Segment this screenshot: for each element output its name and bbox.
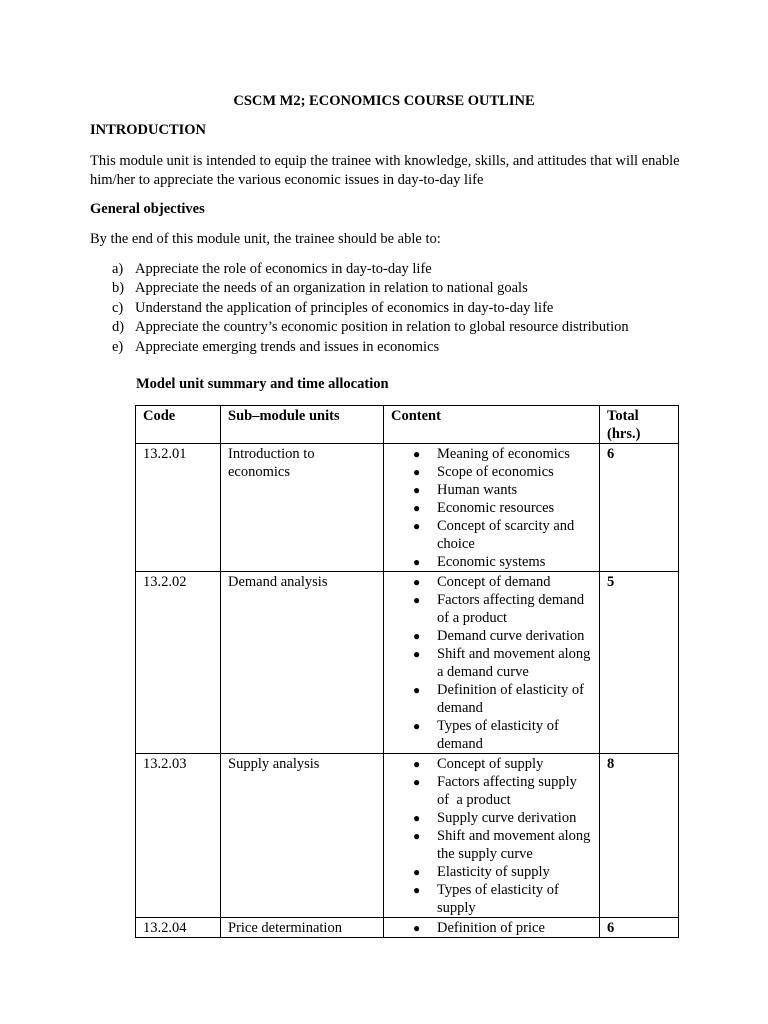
content-item: [413, 645, 592, 681]
content-item: [413, 553, 592, 571]
content-item: [413, 881, 592, 917]
list-item: [112, 299, 712, 318]
content-item-text: Definition of elasticity of demand: [437, 682, 584, 716]
list-item-marker: e): [112, 338, 124, 355]
list-item: [112, 318, 712, 337]
cell-content: [384, 444, 600, 572]
bullet-icon: ●: [413, 483, 421, 497]
column-header-total: Total (hrs.): [600, 406, 679, 444]
content-item-text: Scope of economics: [437, 464, 554, 480]
table-row: [136, 444, 679, 572]
content-item: [413, 627, 592, 645]
cell-unit: Supply analysis: [221, 754, 384, 918]
content-item-text: Economic systems: [437, 554, 546, 570]
cell-code: 13.2.01: [136, 444, 221, 572]
cell-unit: Price determination: [221, 918, 384, 938]
content-item: [413, 755, 592, 773]
cell-code: 13.2.04: [136, 918, 221, 938]
content-item: [413, 809, 592, 827]
content-item: [413, 445, 592, 463]
document-title: CSCM M2; ECONOMICS COURSE OUTLINE: [233, 93, 535, 109]
bullet-icon: ●: [413, 719, 421, 733]
bullet-icon: ●: [413, 829, 421, 843]
cell-content: [384, 918, 600, 938]
list-item: [112, 260, 712, 279]
content-item-text: Supply curve derivation: [437, 810, 577, 826]
cell-unit: Introduction to economics: [221, 444, 384, 572]
column-header-content: Content: [384, 406, 600, 444]
introduction-text: This module unit is intended to equip the trainee with knowledge, skills, and attitudes that will enable him/her to appreciate the various economic issues in day-to-day life: [90, 153, 680, 188]
bullet-icon: ●: [413, 647, 421, 661]
list-item-text: Understand the application of principles of economics in day-to-day life: [135, 299, 554, 316]
summary-table: [135, 405, 679, 938]
objectives-list: [112, 260, 712, 357]
list-item: [112, 279, 712, 298]
content-item: [413, 863, 592, 881]
content-item: [413, 499, 592, 517]
cell-total: 8: [600, 754, 679, 918]
content-item-text: Factors affecting demand of a product: [437, 592, 585, 626]
content-item-text: Meaning of economics: [437, 446, 570, 462]
content-item-text: Elasticity of supply: [437, 864, 550, 880]
table-header-row: [136, 406, 679, 444]
content-item-text: Concept of demand: [437, 574, 551, 590]
content-item-text: Human wants: [437, 482, 518, 498]
cell-total: 5: [600, 572, 679, 754]
bullet-icon: ●: [413, 683, 421, 697]
content-item: [413, 481, 592, 499]
bullet-icon: ●: [413, 465, 421, 479]
content-item: [413, 827, 592, 863]
content-item: [413, 919, 592, 937]
content-item-text: Shift and movement along a demand curve: [437, 646, 591, 680]
content-item: [413, 591, 592, 627]
cell-code: 13.2.03: [136, 754, 221, 918]
list-item-marker: c): [112, 299, 124, 316]
bullet-icon: ●: [413, 447, 421, 461]
cell-content: [384, 754, 600, 918]
bullet-icon: ●: [413, 757, 421, 771]
content-item: [413, 681, 592, 717]
bullet-icon: ●: [413, 775, 421, 789]
bullet-icon: ●: [413, 593, 421, 607]
content-item-text: Factors affecting supply of a product: [437, 774, 581, 808]
cell-total: 6: [600, 444, 679, 572]
general-objectives-heading: General objectives: [90, 201, 205, 217]
content-item-text: Types of elasticity of supply: [437, 882, 559, 916]
list-item: [112, 338, 712, 357]
bullet-icon: ●: [413, 811, 421, 825]
content-item: [413, 717, 592, 753]
content-item-text: Types of elasticity of demand: [437, 718, 559, 752]
list-item-text: Appreciate the country’s economic position in relation to global resource distribution: [135, 319, 629, 336]
content-item: [413, 463, 592, 481]
content-item: [413, 773, 592, 809]
introduction-heading: INTRODUCTION: [90, 122, 207, 138]
table-row: [136, 754, 679, 918]
list-item-marker: d): [112, 319, 125, 336]
content-item: [413, 517, 592, 553]
bullet-icon: ●: [413, 555, 421, 569]
content-item: [413, 573, 592, 591]
list-item-marker: b): [112, 280, 125, 297]
table-row: [136, 572, 679, 754]
content-item-text: Economic resources: [437, 500, 555, 516]
list-item-marker: a): [112, 261, 124, 277]
bullet-icon: ●: [413, 575, 421, 589]
content-item-text: Demand curve derivation: [437, 628, 585, 644]
content-item-text: Shift and movement along the supply curve: [437, 828, 591, 862]
list-item-text: Appreciate the needs of an organization in relation to national goals: [135, 280, 528, 297]
bullet-icon: ●: [413, 921, 421, 935]
bullet-icon: ●: [413, 519, 421, 533]
bullet-icon: ●: [413, 883, 421, 897]
bullet-icon: ●: [413, 865, 421, 879]
bullet-icon: ●: [413, 629, 421, 643]
column-header-unit: Sub–module units: [221, 406, 384, 444]
content-item-text: Concept of supply: [437, 756, 544, 772]
column-header-code: Code: [136, 406, 221, 444]
table-title: Model unit summary and time allocation: [136, 376, 389, 392]
general-objectives-lead: By the end of this module unit, the trainee should be able to:: [90, 231, 441, 247]
table-row: [136, 918, 679, 938]
list-item-text: Appreciate the role of economics in day-to-day life: [135, 261, 432, 277]
content-item-text: Definition of price: [437, 920, 545, 936]
cell-total: 6: [600, 918, 679, 938]
cell-code: 13.2.02: [136, 572, 221, 754]
content-item-text: Concept of scarcity and choice: [437, 518, 575, 552]
cell-content: [384, 572, 600, 754]
bullet-icon: ●: [413, 501, 421, 515]
list-item-text: Appreciate emerging trends and issues in economics: [135, 338, 440, 355]
cell-unit: Demand analysis: [221, 572, 384, 754]
